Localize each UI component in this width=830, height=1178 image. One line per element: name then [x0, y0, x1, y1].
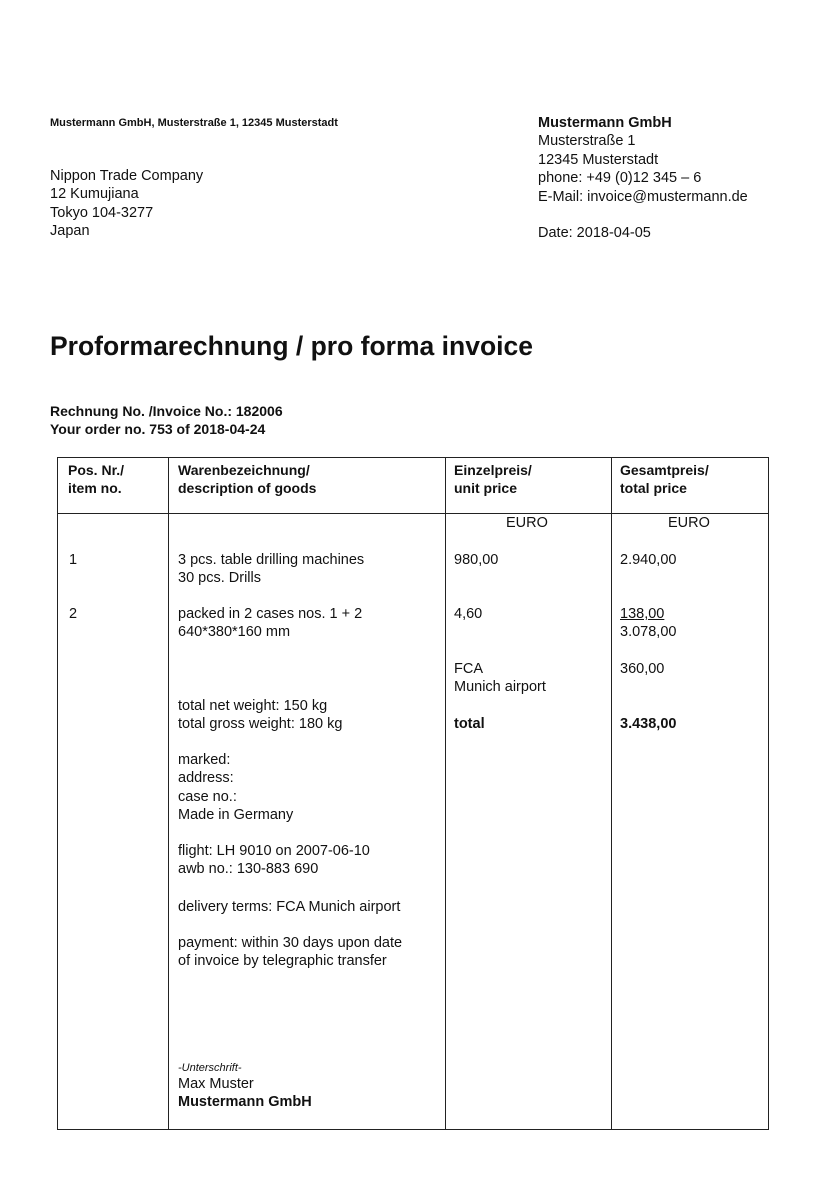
fca-label: FCA Munich airport	[454, 661, 546, 696]
company-phone: phone: +49 (0)12 345 – 6	[538, 170, 702, 187]
marking-block: marked: address: case no.: Made in Germany	[178, 752, 294, 824]
invoice-table	[57, 457, 769, 1130]
delivery-terms: delivery terms: FCA Munich airport	[178, 899, 401, 915]
recipient-street: 12 Kumujiana	[50, 186, 139, 203]
fca-value: 360,00	[620, 661, 665, 677]
recipient-name: Nippon Trade Company	[50, 168, 204, 184]
signatory-company: Mustermann GmbH	[178, 1094, 312, 1111]
row2-pos: 2	[69, 606, 78, 622]
subtotal: 3.078,00	[620, 624, 677, 641]
flight-block: flight: LH 9010 on 2007-06-10 awb no.: 130-883 690	[178, 843, 370, 878]
currency-total: EURO	[668, 515, 710, 531]
row2-total-block	[620, 605, 676, 642]
recipient-address	[50, 167, 203, 241]
invoice-date: Date: 2018-04-05	[538, 225, 651, 241]
column-divider	[445, 458, 446, 1129]
company-email: E-Mail: invoice@mustermann.de	[538, 188, 748, 205]
company-street: Musterstraße 1	[538, 133, 636, 150]
header-total-price: Gesamtpreis/ total price	[620, 462, 709, 496]
payment-terms: payment: within 30 days upon date of invoice by telegraphic transfer	[178, 935, 403, 970]
gross-weight: total gross weight: 180 kg	[178, 716, 343, 733]
row2-unit-price: 4,60	[454, 606, 483, 622]
company-name: Mustermann GmbH	[538, 115, 672, 131]
column-divider	[611, 458, 612, 1129]
row1-desc: 3 pcs. table drilling machines 30 pcs. Drills	[178, 552, 365, 587]
company-block	[538, 114, 748, 206]
currency-unit: EURO	[506, 515, 548, 531]
company-city: 12345 Musterstadt	[538, 151, 659, 168]
invoice-number: Rechnung No. /Invoice No.: 182006	[50, 403, 283, 419]
recipient-city: Tokyo 104-3277	[50, 204, 154, 221]
weights	[178, 697, 342, 734]
header-unit-price: Einzelpreis/ unit price	[454, 462, 532, 496]
row1-unit-price: 980,00	[454, 552, 499, 568]
header-divider	[58, 513, 768, 514]
header-pos: Pos. Nr./ item no.	[68, 462, 125, 496]
row2-total: 138,00	[620, 606, 665, 622]
row1-pos: 1	[69, 552, 78, 568]
signatory-name: Max Muster	[178, 1076, 254, 1092]
net-weight: total net weight: 150 kg	[178, 698, 328, 714]
row2-desc: packed in 2 cases nos. 1 + 2 640*380*160 mm	[178, 606, 363, 641]
total-value: 3.438,00	[620, 716, 677, 732]
signature-block	[178, 1061, 312, 1112]
total-label: total	[454, 716, 485, 732]
header-desc: Warenbezeichnung/ description of goods	[178, 462, 317, 496]
signature-label: -Unterschrift-	[178, 1062, 242, 1074]
row1-total: 2.940,00	[620, 552, 677, 568]
column-divider	[168, 458, 169, 1129]
invoice-reference	[50, 402, 283, 438]
document-title: Proformarechnung / pro forma invoice	[50, 331, 533, 361]
order-number: Your order no. 753 of 2018-04-24	[50, 421, 266, 437]
recipient-country: Japan	[50, 223, 90, 240]
sender-line: Mustermann GmbH, Musterstraße 1, 12345 Musterstadt	[50, 117, 338, 129]
